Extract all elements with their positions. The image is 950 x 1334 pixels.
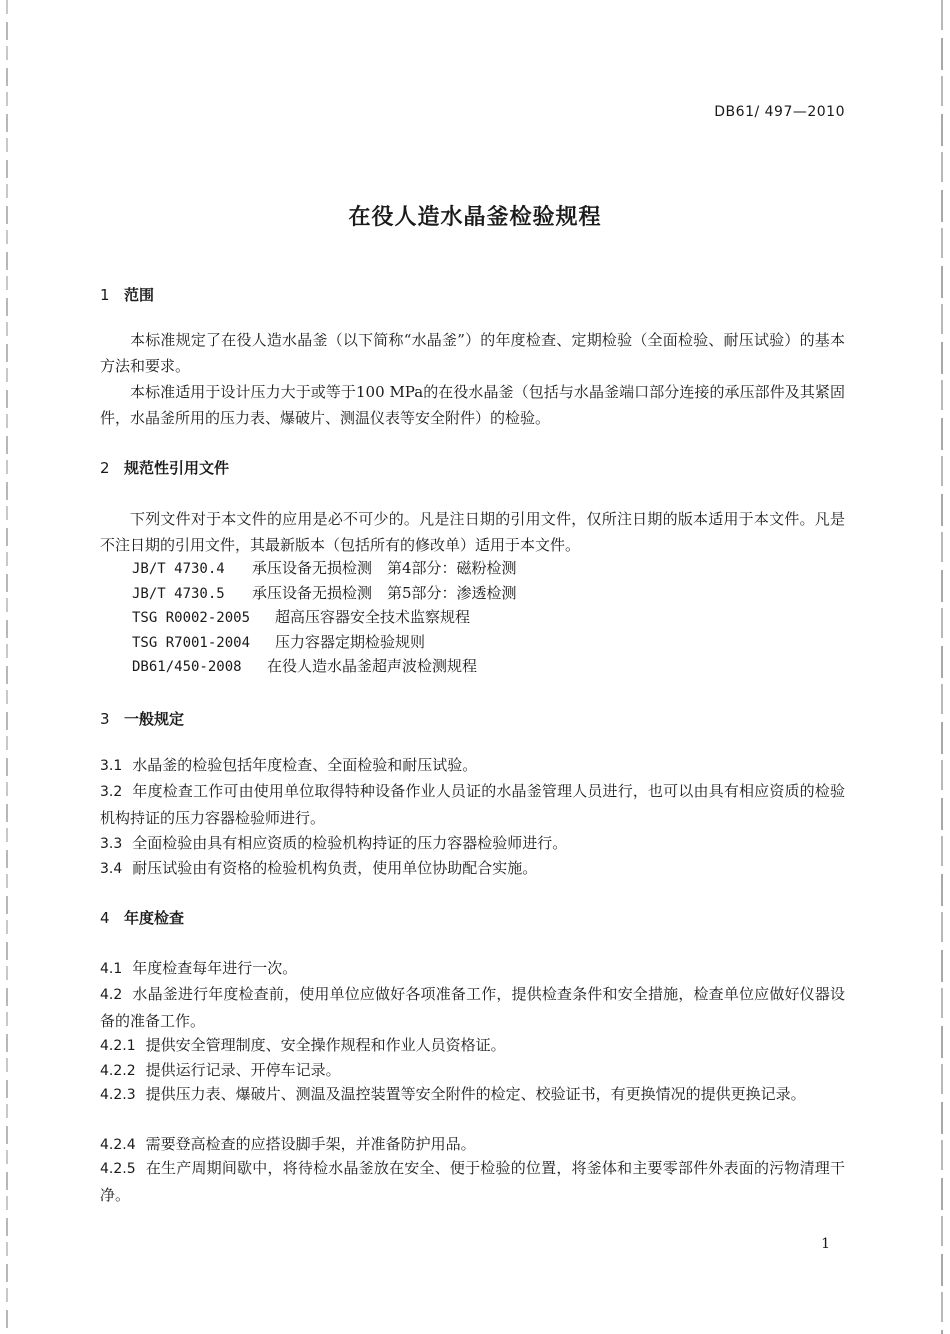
clause-4-2-3 [100,1081,845,1108]
clause-4-2-2 [100,1057,845,1084]
clause-number: 4.2.5 [100,1161,136,1177]
section-1-heading [100,284,154,305]
clause-text: 提供安全管理制度、安全操作规程和作业人员资格证。 [145,1036,506,1054]
section-title: 规范性引用文件 [124,459,230,477]
clause-number: 4.2.4 [100,1137,136,1153]
clause-text: 需要登高检查的应搭设脚手架，并准备防护用品。 [145,1135,476,1153]
reference-item [132,605,470,630]
clause-number: 3.1 [100,758,123,774]
page-title: 在役人造水晶釜检验规程 [348,205,602,230]
reference-item [132,654,477,679]
section-number: 2 [100,459,110,477]
reference-name: 压力容器定期检验规则 [275,633,426,651]
clause-text: 在生产周期间歇中，将待检水晶釜放在安全、便于检验的位置，将釜体和主要零部件外表面的污物清理干净。 [100,1159,845,1204]
section-3-heading [100,708,184,729]
section-title: 一般规定 [124,710,185,728]
clause-3-1 [100,752,845,779]
section-2-heading [100,457,229,478]
clause-number: 3.2 [100,784,123,800]
clause-3-4 [100,855,845,882]
clause-number: 4.2.3 [100,1087,136,1103]
clause-4-1 [100,955,845,982]
document-number: DB61/ 497—2010 [714,104,845,120]
clause-text: 提供运行记录、开停车记录。 [145,1061,341,1079]
clause-text: 年度检查每年进行一次。 [132,959,298,977]
section-title: 范围 [124,286,155,304]
reference-code: JB/T 4730.5 [132,586,225,602]
clause-3-3 [100,830,845,857]
clause-text: 提供压力表、爆破片、测温及温控装置等安全附件的检定、校验证书，有更换情况的提供更换记录。 [145,1085,806,1103]
clause-4-2-1 [100,1032,845,1059]
clause-3-2 [100,778,845,831]
reference-code: DB61/450-2008 [132,659,242,675]
clause-number: 3.4 [100,861,123,877]
clause-number: 4.2 [100,987,123,1003]
section-number: 1 [100,286,110,304]
clause-4-2-4 [100,1131,845,1158]
clause-number: 3.3 [100,836,123,852]
reference-name: 在役人造水晶釜超声波检测规程 [267,657,478,675]
section-1-paragraph-1: 本标准规定了在役人造水晶釜（以下简称“水晶釜”）的年度检查、定期检验（全面检验、耐压试验）的基本方法和要求。 [100,331,845,375]
clause-text: 耐压试验由有资格的检验机构负责，使用单位协助配合实施。 [132,859,538,877]
section-title: 年度检查 [124,909,185,927]
clause-text: 水晶釜进行年度检查前，使用单位应做好各项准备工作，提供检查条件和安全措施，检查单位应做好仪器设备的准备工作。 [100,985,845,1030]
clause-number: 4.2.2 [100,1063,136,1079]
reference-code: TSG R0002-2005 [132,610,251,626]
section-number: 3 [100,710,110,728]
section-number: 4 [100,909,110,927]
clause-text: 年度检查工作可由使用单位取得特种设备作业人员证的水晶釜管理人员进行，也可以由具有相应资质的检验机构持证的压力容器检验师进行。 [100,782,845,827]
section-2-intro: 下列文件对于本文件的应用是必不可少的。凡是注日期的引用文件，仅所注日期的版本适用于本文件。凡是不注日期的引用文件，其最新版本（包括所有的修改单）适用于本文件。 [100,510,845,554]
clause-text: 全面检验由具有相应资质的检验机构持证的压力容器检验师进行。 [132,834,568,852]
reference-name: 超高压容器安全技术监察规程 [275,608,471,626]
page-number: 1 [821,1236,830,1252]
section-4-heading [100,907,184,928]
reference-name: 承压设备无损检测 第5部分：渗透检测 [252,584,517,602]
clause-number: 4.2.1 [100,1038,136,1054]
clause-text: 水晶釜的检验包括年度检查、全面检验和耐压试验。 [132,756,478,774]
clause-number: 4.1 [100,961,123,977]
reference-code: JB/T 4730.4 [132,561,225,577]
reference-item [132,581,517,606]
clause-4-2 [100,981,845,1034]
reference-item [132,556,517,581]
reference-code: TSG R7001-2004 [132,635,251,651]
reference-item [132,630,425,655]
section-1-paragraph-2: 本标准适用于设计压力大于或等于100 MPa的在役水晶釜（包括与水晶釜端口部分连接的承压部件及其紧固件，水晶釜所用的压力表、爆破片、测温仪表等安全附件）的检验。 [100,383,845,427]
clause-4-2-5 [100,1155,845,1208]
reference-name: 承压设备无损检测 第4部分：磁粉检测 [252,559,517,577]
